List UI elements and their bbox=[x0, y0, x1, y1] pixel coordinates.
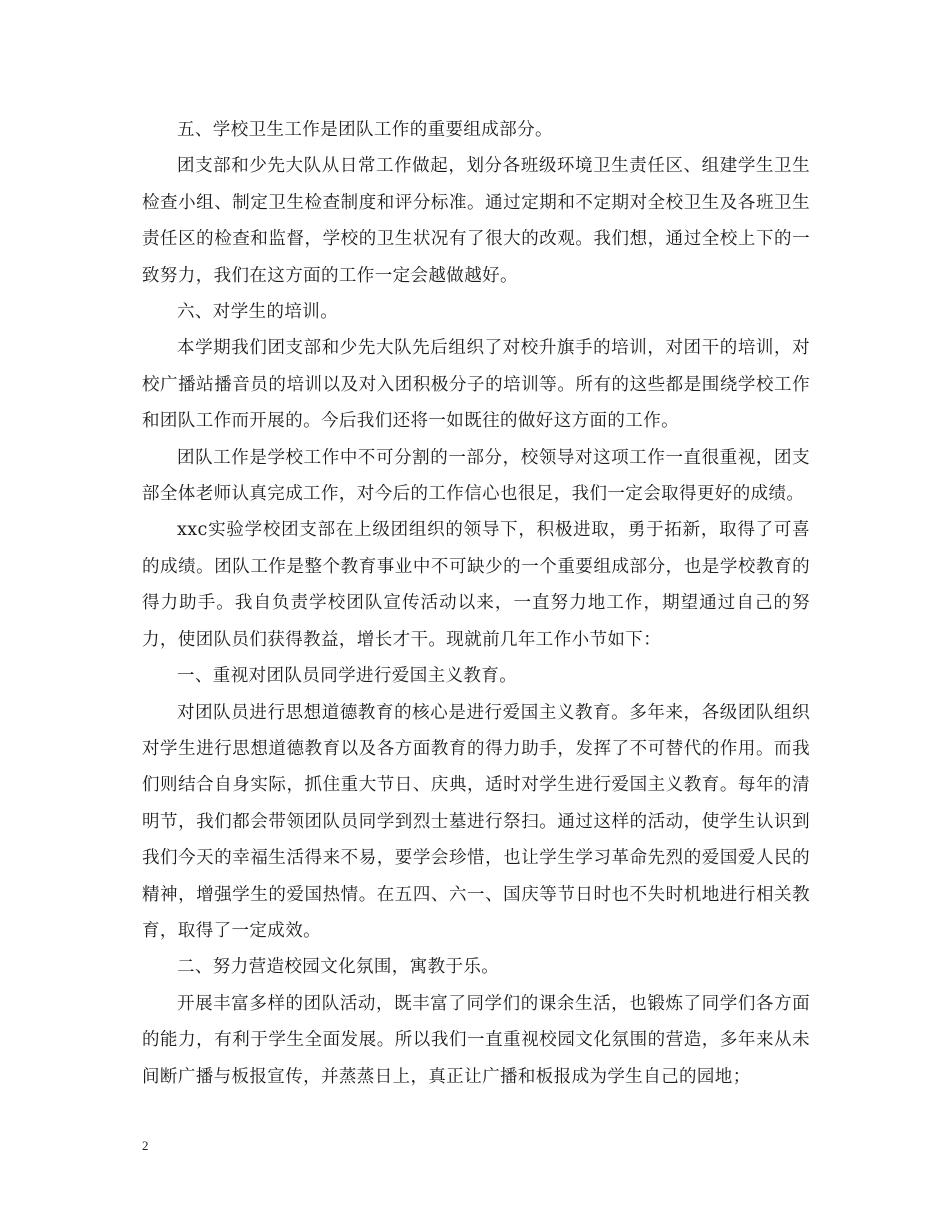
section-heading-hygiene: 五、学校卫生工作是团队工作的重要组成部分。 bbox=[177, 120, 553, 140]
document-body bbox=[142, 112, 810, 1095]
paragraph-campus-culture: 开展丰富多样的团队活动，既丰富了同学们的课余生活，也锻炼了同学们各方面的能力，有利于学生全面发展。所以我们一直重视校园文化氛围的营造，多年来从未间断广播与板报宣传，并蒸蒸日上，真正让广播和板报成为学生自己的园地； bbox=[142, 993, 810, 1087]
page-number: 2 bbox=[142, 1138, 149, 1153]
section-heading-training: 六、对学生的培训。 bbox=[177, 302, 339, 323]
paragraph-training: 本学期我们团支部和少先大队先后组织了对校升旗手的培训，对团干的培训，对校广播站播音员的培训以及对入团积极分子的培训等。所有的这些都是围绕学校工作和团队工作而开展的。今后我们还将一如既往的做好这方面的工作。 bbox=[142, 338, 810, 432]
paragraph-conclusion: 团队工作是学校工作中不可分割的一部分，校领导对这项工作一直很重视，团支部全体老师认真完成工作，对今后的工作信心也很足，我们一定会取得更好的成绩。 bbox=[142, 447, 810, 505]
paragraph-patriotism: 对团队员进行思想道德教育的核心是进行爱国主义教育。多年来，各级团队组织对学生进行思想道德教育以及各方面教育的得力助手，发挥了不可替代的作用。而我们则结合自身实际，抓住重大节日、庆典，适时对学生进行爱国主义教育。每年的清明节，我们都会带领团队员同学到烈士墓进行祭扫。通过这样的活动，使学生认识到我们今天的幸福生活得来不易，要学会珍惜，也让学生学习革命先烈的爱国爱人民的精神，增强学生的爱国热情。在五四、六一、国庆等节日时也不失时机地进行相关教育，取得了一定成效。 bbox=[142, 702, 810, 941]
section-heading-patriotism: 一、重视对团队员同学进行爱国主义教育。 bbox=[177, 666, 518, 687]
paragraph-introduction: xxc实验学校团支部在上级团组织的领导下，积极进取，勇于拓新，取得了可喜的成绩。团队工作是整个教育事业中不可缺少的一个重要组成部分，也是学校教育的得力助手。我自负责学校团队宣传活动以来，一直努力地工作，期望通过自己的努力，使团队员们获得教益，增长才干。现就前几年工作小节如下： bbox=[142, 520, 810, 650]
section-heading-campus-culture: 二、努力营造校园文化氛围，寓教于乐。 bbox=[177, 957, 500, 978]
paragraph-hygiene: 团支部和少先大队从日常工作做起，划分各班级环境卫生责任区、组建学生卫生检查小组、制定卫生检查制度和评分标准。通过定期和不定期对全校卫生及各班卫生责任区的检查和监督，学校的卫生状况有了很大的改观。我们想，通过全校上下的一致努力，我们在这方面的工作一定会越做越好。 bbox=[142, 156, 810, 286]
